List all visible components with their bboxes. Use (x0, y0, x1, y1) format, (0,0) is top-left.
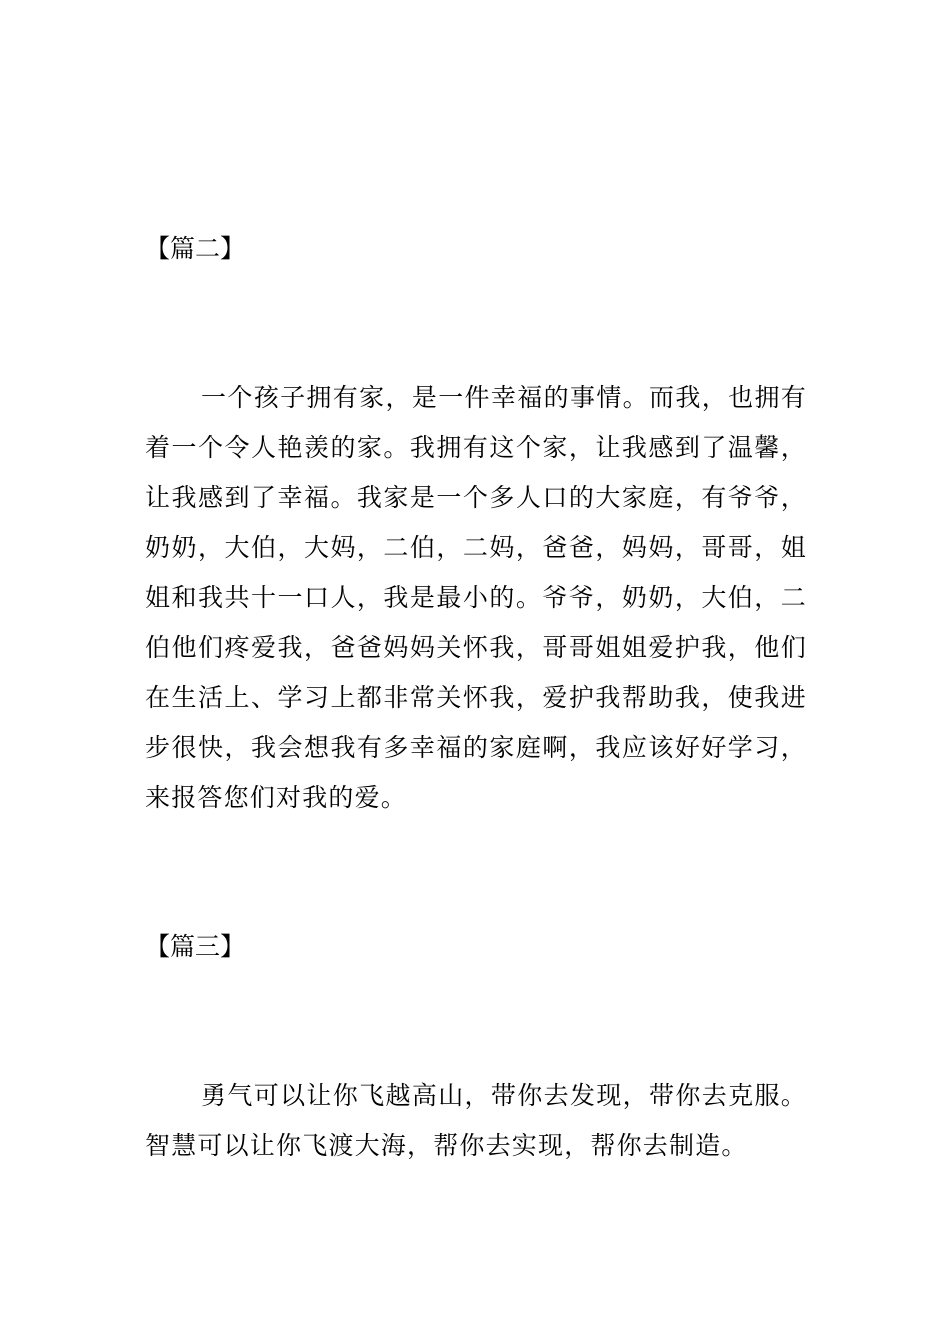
section-paragraph-2: 一个孩子拥有家，是一件幸福的事情。而我，也拥有着一个令人艳羡的家。我拥有这个家，让我感到了温馨，让我感到了幸福。我家是一个多人口的大家庭，有爷爷，奶奶，大伯，大妈，二伯，二妈，爸爸，妈妈，哥哥，姐姐和我共十一口人，我是最小的。爷爷，奶奶，大伯，二伯他们疼爱我，爸爸妈妈关怀我，哥哥姐姐爱护我，他们在生活上、学习上都非常关怀我，爱护我帮助我，使我进步很快，我会想我有多幸福的家庭啊，我应该好好学习，来报答您们对我的爱。 (145, 383, 807, 812)
section-paragraph-3: 勇气可以让你飞越高山，带你去发现，带你去克服。智慧可以让你飞渡大海，帮你去实现，帮你去制造。 (145, 1081, 807, 1160)
section-heading-3: 【篇三】 (145, 932, 246, 961)
section-heading-2: 【篇二】 (145, 234, 246, 263)
